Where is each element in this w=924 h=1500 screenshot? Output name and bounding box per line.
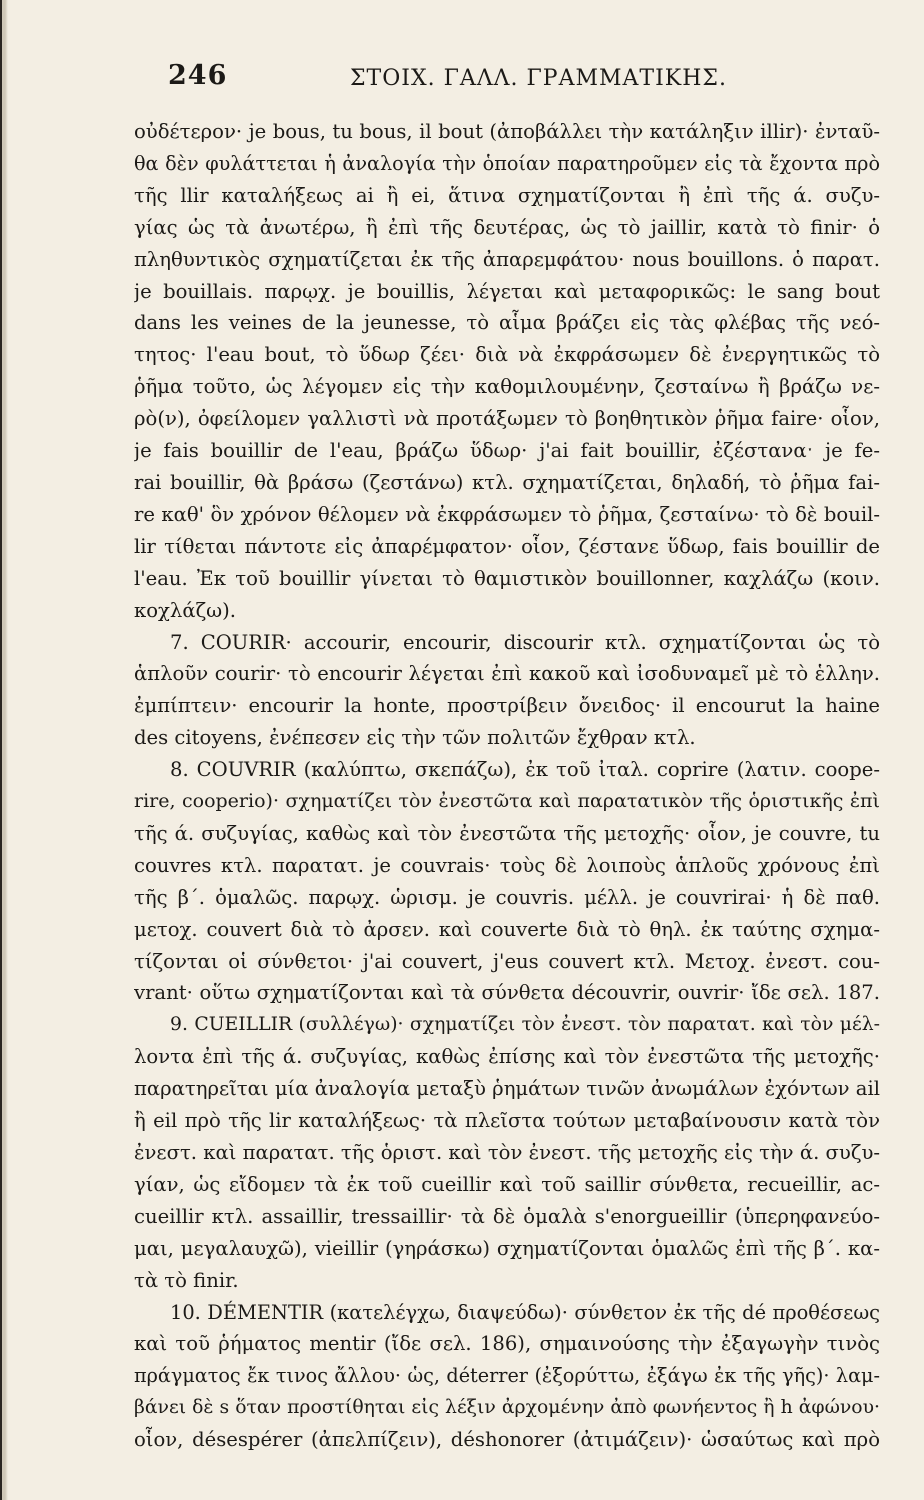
text-line: ἁπλοῦν courir· τὸ encourir λέγεται ἐπὶ κακοῦ καὶ ἰσοδυναμεῖ μὲ τὸ ἑλλην.: [134, 662, 880, 686]
text-line: rire, cooperio)· σχηματίζει τὸν ἐνεστῶτα καὶ παρατατικὸν τῆς ὁριστικῆς ἐπὶ: [134, 790, 880, 813]
text-line: μαι, μεγαλαυχῶ), vieillir (γηράσκω) σχηματίζονται ὁμαλῶς ἐπὶ τῆς β΄. κα-: [134, 1236, 880, 1260]
text-line: ῥῆμα τοῦτο, ὡς λέγομεν εἰς τὴν καθομιλουμένην, ζεσταίνω ἢ βράζω νε-: [134, 375, 880, 399]
text-line: rai bouillir, θὰ βράσω (ζεστάνω) κτλ. σχηματίζεται, δηλαδή, τὸ ῥῆμα fai-: [134, 470, 880, 494]
page-header: [168, 60, 888, 100]
text-line: ρὸ(ν), ὀφείλομεν γαλλιστὶ νὰ προτάξωμεν τὸ βοηθητικὸν ῥῆμα faire· οἷον,: [134, 407, 880, 431]
text-line: πράγματος ἔκ τινος ἄλλου· ὡς, déterrer (ἐξορύττω, ἐξάγω ἐκ τῆς γῆς)· λαμ-: [134, 1364, 880, 1388]
text-line: τητος· l'eau bout, τὸ ὕδωρ ζέει· διὰ νὰ ἐκφράσωμεν δὲ ἐνεργητικῶς τὸ: [134, 343, 880, 367]
section-heading-line: 8. COUVRIR (καλύπτω, σκεπάζω), ἐκ τοῦ ἰταλ. coprire (λατιν. coope-: [170, 758, 880, 782]
text-line: ἐμπίπτειν· encourir la honte, προστρίβειν ὄνειδος· il encourut la haine: [134, 694, 880, 718]
text-line: καὶ τοῦ ῥήματος mentir (ἴδε σελ. 186), σημαινούσης τὴν ἐξαγωγὴν τινὸς: [134, 1332, 880, 1356]
text-line: τίζονται οἱ σύνθετοι· j'ai couvert, j'eus couvert κτλ. Μετοχ. ἐνεστ. cou-: [134, 949, 880, 973]
text-line: τῆς β΄. ὁμαλῶς. παρῳχ. ὡρισμ. je couvris. μέλλ. je couvrirai· ἡ δὲ παθ.: [134, 885, 880, 909]
text-line: τῆς llir καταλήξεως ai ἢ ei, ἅτινα σχηματίζονται ἢ ἐπὶ τῆς ά. συζυ-: [134, 183, 880, 207]
section-heading-line: 9. CUEILLIR (συλλέγω)· σχηματίζει τὸν ἐνεστ. τὸν παρατατ. καὶ τὸν μέλ-: [170, 1014, 880, 1036]
section-heading-line: 10. DÉMENTIR (κατελέγχω, διαψεύδω)· σύνθετον ἐκ τῆς dé προθέσεως: [170, 1300, 880, 1324]
text-line: μετοχ. couvert διὰ τὸ ἀρσεν. καὶ couverte διὰ τὸ θηλ. ἐκ ταύτης σχημα-: [134, 917, 880, 941]
text-line: λοντα ἐπὶ τῆς ά. συζυγίας, καθὼς ἐπίσης καὶ τὸν ἐνεστῶτα τῆς μετοχῆς·: [134, 1045, 880, 1069]
text-line: couvres κτλ. παρατατ. je couvrais· τοὺς δὲ λοιποὺς ἁπλοῦς χρόνους ἐπὶ: [134, 853, 880, 877]
text-line: je fais bouillir de l'eau, βράζω ὕδωρ· j'ai fait bouillir, ἐζέσταναˑ je fe-: [134, 439, 880, 463]
text-line: παρατηρεῖται μία ἀναλογία μεταξὺ ῥημάτων τινῶν ἀνωμάλων ἐχόντων ail: [134, 1077, 880, 1101]
text-line: re καθ' ὃν χρόνον θέλομεν νὰ ἐκφράσωμεν τὸ ῥῆμα, ζεσταίνω· τὸ δὲ bouil-: [134, 502, 880, 526]
section-heading-line: 7. COURIR· accourir, encourir, discourir κτλ. σχηματίζονται ὡς τὸ: [170, 630, 880, 654]
running-head: ΣΤΟΙΧ. ΓΑΛΛ. ΓΡΑΜΜΑΤΙΚΗΣ.: [350, 66, 727, 91]
text-line: βάνει δὲ s ὅταν προστίθηται εἰς λέξιν ἀρχομένην ἀπὸ φωνήεντος ἢ h ἀφώνου·: [134, 1397, 880, 1419]
text-line: vrant· οὕτω σχηματίζονται καὶ τὰ σύνθετα découvrir, ouvrir· ἴδε σελ. 187.: [134, 981, 880, 1005]
text-line: dans les veines de la jeunesse, τὸ αἷμα βράζει εἰς τὰς φλέβας τῆς νεό-: [134, 311, 880, 335]
text-line: des citoyens, ἐνέπεσεν εἰς τὴν τῶν πολιτῶν ἔχθραν κτλ.: [134, 726, 696, 750]
text-line: γίας ὡς τὰ ἀνωτέρω, ἢ ἐπὶ τῆς δευτέρας, ὡς τὸ jaillir, κατὰ τὸ finir· ὁ: [134, 215, 880, 239]
text-line: οὐδέτερον· je bous, tu bous, il bout (ἀποβάλλει τὴν κατάληξιν illir)· ἐνταῦ-: [134, 120, 880, 143]
text-line: l'eau. Ἐκ τοῦ bouillir γίνεται τὸ θαμιστικὸν bouillonner, καχλάζω (κοιν.: [134, 566, 880, 590]
text-line: cueillir κτλ. assaillir, tressaillir· τὰ δὲ ὁμαλὰ s'enorgueillir (ὑπερηφανεύο-: [134, 1204, 880, 1228]
text-line: ἐνεστ. καὶ παρατατ. τῆς ὁριστ. καὶ τὸν ἐνεστ. τῆς μετοχῆς εἰς τὴν ά. συζυ-: [134, 1141, 880, 1164]
text-line: lir τίθεται πάντοτε εἰς ἀπαρέμφατον· οἷον, ζέστανε ὕδωρ, fais bouillir de: [134, 534, 880, 558]
text-line: κοχλάζω).: [134, 598, 237, 622]
text-line: πληθυντικὸς σχηματίζεται ἐκ τῆς ἀπαρεμφάτου· nous bouillons. ὁ παρατ.: [134, 247, 880, 271]
text-line: οἷον, désespérer (ἀπελπίζειν), déshonorer (ἀτιμάζειν)· ὡσαύτως καὶ πρὸ: [134, 1428, 880, 1452]
text-line: γίαν, ὡς εἴδομεν τὰ ἐκ τοῦ cueillir καὶ τοῦ saillir σύνθετα, recueillir, ac-: [134, 1172, 880, 1196]
binding-edge: [0, 0, 8, 1500]
text-line: je bouillais. παρῳχ. je bouillis, λέγεται καὶ μεταφορικῶς: le sang bout: [134, 279, 880, 303]
text-line: τῆς ά. συζυγίας, καθὼς καὶ τὸν ἐνεστῶτα τῆς μετοχῆς· οἷον, je couvre, tu: [134, 821, 880, 845]
body-text: [134, 116, 880, 1456]
text-line: θα δὲν φυλάττεται ἡ ἀναλογία τὴν ὁποίαν παρατηροῦμεν εἰς τὰ ἔχοντα πρὸ: [134, 151, 880, 175]
page-number: 246: [168, 60, 228, 91]
text-line: τὰ τὸ finir.: [134, 1268, 239, 1292]
text-line: ἢ eil πρὸ τῆς lir καταλήξεως· τὰ πλεῖστα τούτων μεταβαίνουσιν κατὰ τὸν: [134, 1109, 880, 1133]
